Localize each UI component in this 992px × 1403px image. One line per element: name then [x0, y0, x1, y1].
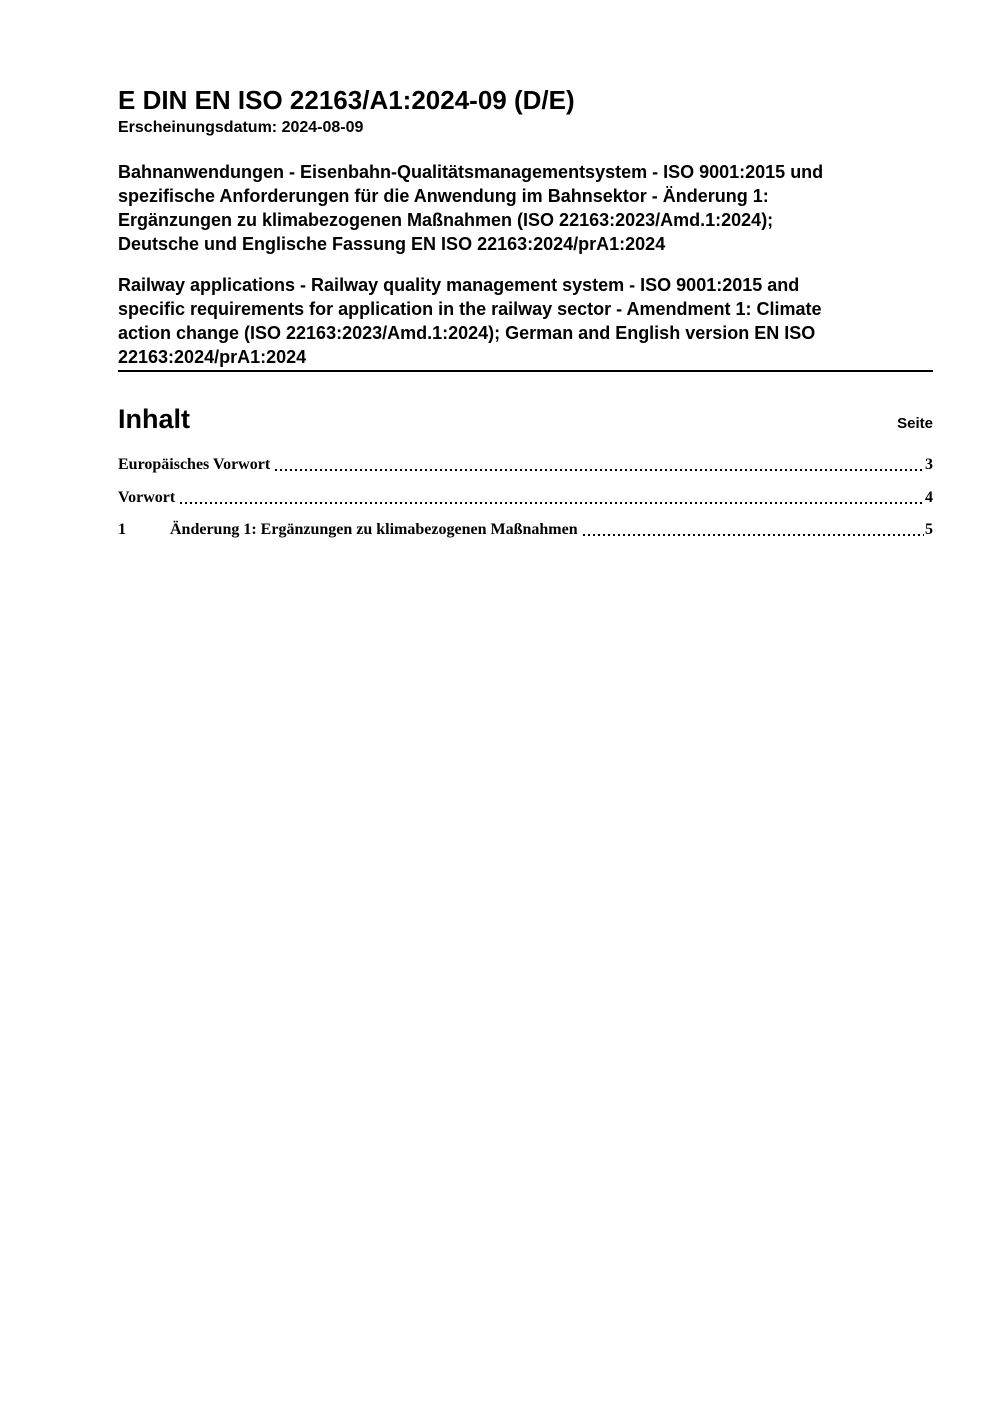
title-english-line: Railway applications - Railway quality management system - ISO 9001:2015 and — [118, 275, 800, 295]
title-english — [118, 273, 933, 369]
title-german-line: Ergänzungen zu klimabezogenen Maßnahmen (ISO 22163:2023/Amd.1:2024); — [118, 210, 774, 230]
title-german-line: Deutsche und Englische Fassung EN ISO 22163:2024/prA1:2024 — [118, 234, 666, 254]
title-german-line: spezifische Anforderungen für die Anwendung im Bahnsektor - Änderung 1: — [118, 186, 769, 206]
toc-entry-list — [118, 455, 933, 540]
title-english-line: 22163:2024/prA1:2024 — [118, 347, 307, 367]
toc-entry-page: 4 — [925, 488, 933, 506]
toc-entry-label: Europäisches Vorwort — [118, 456, 271, 473]
toc-dot-leader — [275, 469, 924, 471]
document-header — [118, 85, 933, 372]
toc-entry-page: 3 — [925, 456, 933, 473]
table-of-contents — [118, 403, 933, 540]
publication-date: Erscheinungsdatum: 2024-08-09 — [118, 119, 364, 136]
title-german-line: Bahnanwendungen - Eisenbahn-Qualitätsmanagementsystem - ISO 9001:2015 und — [118, 162, 824, 182]
toc-entry — [118, 520, 933, 540]
title-english-line: action change (ISO 22163:2023/Amd.1:2024); German and English version EN ISO — [118, 323, 816, 343]
toc-entry-number: 1 — [118, 521, 126, 538]
title-german — [118, 160, 933, 256]
toc-heading-row — [118, 403, 933, 435]
toc-entry-page: 5 — [925, 521, 933, 538]
title-english-line: specific requirements for application in the railway sector - Amendment 1: Climate — [118, 299, 822, 319]
toc-dot-leader — [583, 534, 924, 536]
toc-entry — [118, 488, 933, 508]
toc-entry-label: Änderung 1: Ergänzungen zu klimabezogenen Maßnahmen — [170, 521, 578, 538]
toc-heading: Inhalt — [118, 404, 190, 434]
toc-page-column-label: Seite — [897, 415, 933, 432]
document-title: E DIN EN ISO 22163/A1:2024-09 (D/E) — [118, 85, 575, 115]
toc-entry-label: Vorwort — [118, 488, 176, 506]
toc-dot-leader — [180, 502, 924, 504]
toc-entry — [118, 455, 933, 475]
header-divider — [118, 370, 933, 372]
